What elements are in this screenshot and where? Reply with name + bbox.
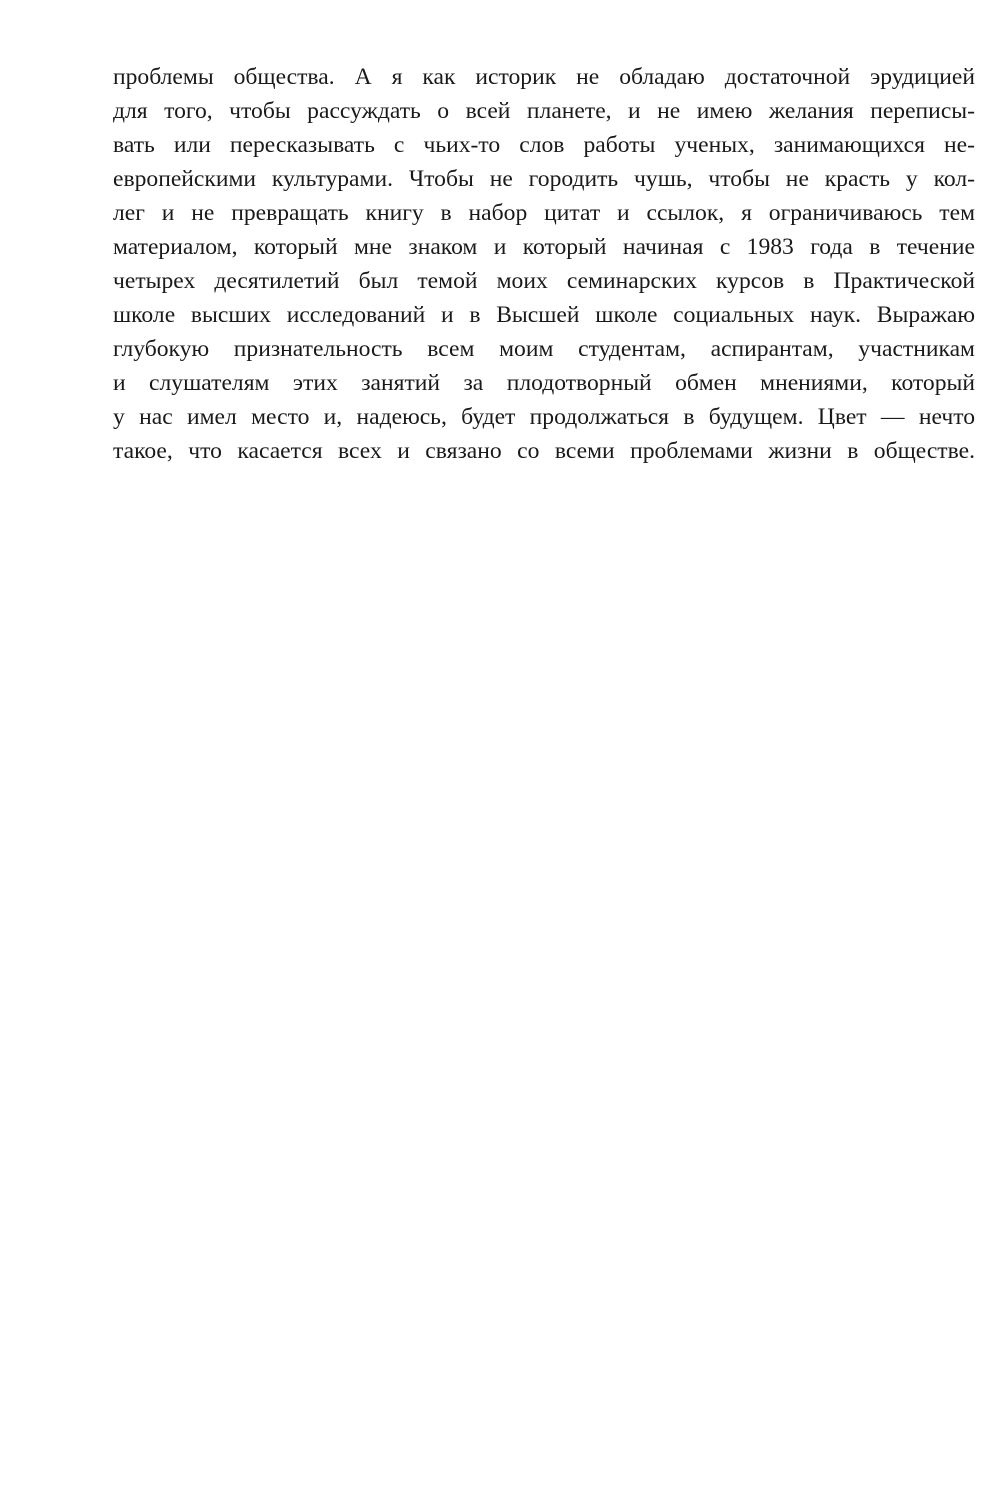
text-line: четырех десятилетий был темой моих семинарских курсов в Практической	[113, 268, 975, 294]
text-line: лег и не превращать книгу в набор цитат и ссылок, я ограничиваюсь тем	[113, 200, 975, 226]
body-text	[113, 60, 975, 468]
text-line: школе высших исследований и в Высшей школе социальных наук. Выражаю	[113, 302, 975, 328]
text-line: такое, что касается всех и связано со всеми проблемами жизни в обществе.	[113, 438, 975, 464]
text-line: для того, чтобы рассуждать о всей планете, и не имею желания переписы-	[113, 98, 975, 124]
text-line: и слушателям этих занятий за плодотворный обмен мнениями, который	[113, 370, 975, 396]
text-line: материалом, который мне знаком и который начиная с 1983 года в течение	[113, 234, 975, 260]
text-line: глубокую признательность всем моим студентам, аспирантам, участникам	[113, 336, 975, 362]
text-line: вать или пересказывать с чьих-то слов работы ученых, занимающихся не-	[113, 132, 975, 158]
text-line: европейскими культурами. Чтобы не городить чушь, чтобы не красть у кол-	[113, 166, 975, 192]
text-line: проблемы общества. А я как историк не обладаю достаточной эрудицией	[113, 64, 975, 90]
text-line: у нас имел место и, надеюсь, будет продолжаться в будущем. Цвет — нечто	[113, 404, 975, 430]
